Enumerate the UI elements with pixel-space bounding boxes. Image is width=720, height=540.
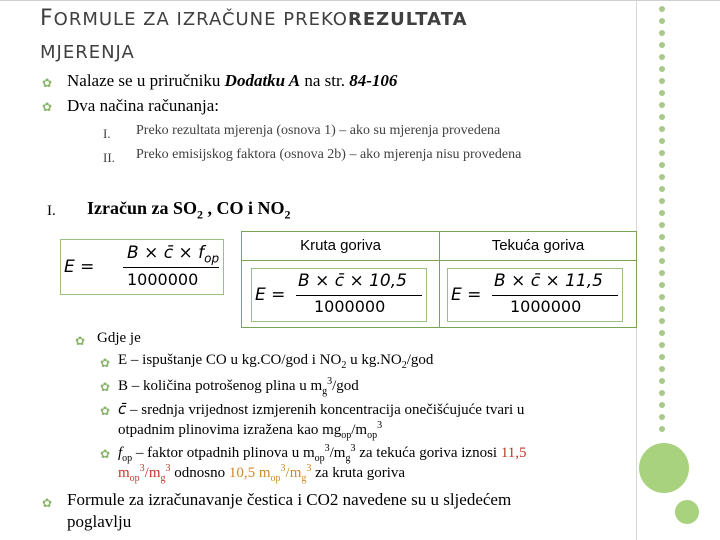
bullet-icon: ✿ [100,447,111,461]
decorative-dot [659,306,665,312]
method-text: Preko emisijskog faktora (osnova 2b) – ako mjerenja nisu provedena [136,147,522,162]
decorative-dot [659,162,665,168]
decorative-dot [659,174,665,180]
section-heading: Izračun za $SO_2$ , CO i $NO_2$ [87,198,291,222]
bullet-icon: ✿ [75,334,86,348]
method-text: Preko rezultata mjerenja (osnova 1) – ako su mjerenja provedena [136,123,501,138]
decorative-dot [659,294,665,300]
decorative-dot [659,42,665,48]
final-bullet-line1: Formule za izračunavanje čestica i CO2 navedene su u sljedećem [67,490,512,509]
legend-heading: Gdje je [97,330,141,346]
legend-item-e: E – ispuštanje CO u kg.CO/god i $NO_2$ u $kg.NO_2$/god [118,352,434,371]
legend-item-fop-line2: $m_{op}^3/m_g^3$ odnosno 10,5 $m_{op}^3/m_g^3$ za kruta goriva [118,463,406,484]
decorative-dot [659,246,665,252]
decorative-dot [659,414,665,420]
decorative-dot [659,330,665,336]
decorative-dot [659,210,665,216]
final-bullet-line2: poglavlju [67,512,132,531]
bullet-handbook: Nalaze se u priručniku Dodatku A na str. 84-106 [67,71,398,90]
decorative-circle-small [675,500,699,524]
decorative-dot [659,30,665,36]
decorative-dot [659,270,665,276]
decorative-dot [659,354,665,360]
legend-item-c: c̄ – srednja vrijednost izmjerenih koncentracija onečišćujuće tvari u [118,400,525,418]
legend-item-fop: $f_{op}$ – faktor otpadnih plinova u $m_{op}^3/m_g^3$ za tekuća goriva iznosi 11,5 [118,443,527,464]
decorative-dot [659,366,665,372]
section-number: I. [47,203,56,219]
decorative-dot [659,378,665,384]
decorative-dot [659,198,665,204]
top-rule [0,0,720,1]
legend-item-c-line2: otpadnim plinovima izražena kao $mg_{op}/m_{op}^3$ [118,420,383,441]
formula-solid: E = B × c̄ × 10,5 1000000 [251,268,427,322]
decorative-dot [659,222,665,228]
bullet-icon: ✿ [100,404,111,418]
decorative-dot [659,138,665,144]
bullet-icon: ✿ [42,100,53,114]
formula-general: E = B × c̄ × $f_{op}$ 1000000 [60,239,224,295]
decorative-dot [659,78,665,84]
bullet-methods: Dva načina računanja: [67,96,219,115]
decorative-dot [659,426,665,432]
bullet-icon: ✿ [42,76,53,90]
formula-numerator: B × c̄ × $f_{op}$ [127,243,220,266]
decorative-dot [659,402,665,408]
decorative-dot [659,390,665,396]
decorative-dot [659,114,665,120]
bullet-icon: ✿ [42,496,53,510]
decorative-dot [659,342,665,348]
decorative-dot [659,6,665,12]
decorative-circle-large [639,443,689,493]
legend-item-b: B – količina potrošenog plina u $m_g^3$/god [118,376,359,397]
decorative-dot [659,54,665,60]
decorative-dot [659,126,665,132]
decorative-dot [659,234,665,240]
decorative-dot [659,282,665,288]
bullet-icon: ✿ [100,356,111,370]
decorative-dot [659,150,665,156]
decorative-dot [659,102,665,108]
decorative-dot [659,90,665,96]
table-header-solid: Kruta goriva [300,237,381,254]
formula-liquid: E = B × c̄ × 11,5 1000000 [447,268,623,322]
decorative-dot [659,18,665,24]
decorative-dot [659,258,665,264]
decorative-dot [659,66,665,72]
slide-title: FORMULE ZA IZRAČUNE PREKOREZULTATA MJERENJA [40,6,468,63]
decorative-dot [659,318,665,324]
table-header-liquid: Tekuća goriva [491,237,585,254]
method-number: II. [103,150,115,165]
decorative-dot [659,186,665,192]
bullet-icon: ✿ [100,380,111,394]
method-number: I. [103,126,111,141]
